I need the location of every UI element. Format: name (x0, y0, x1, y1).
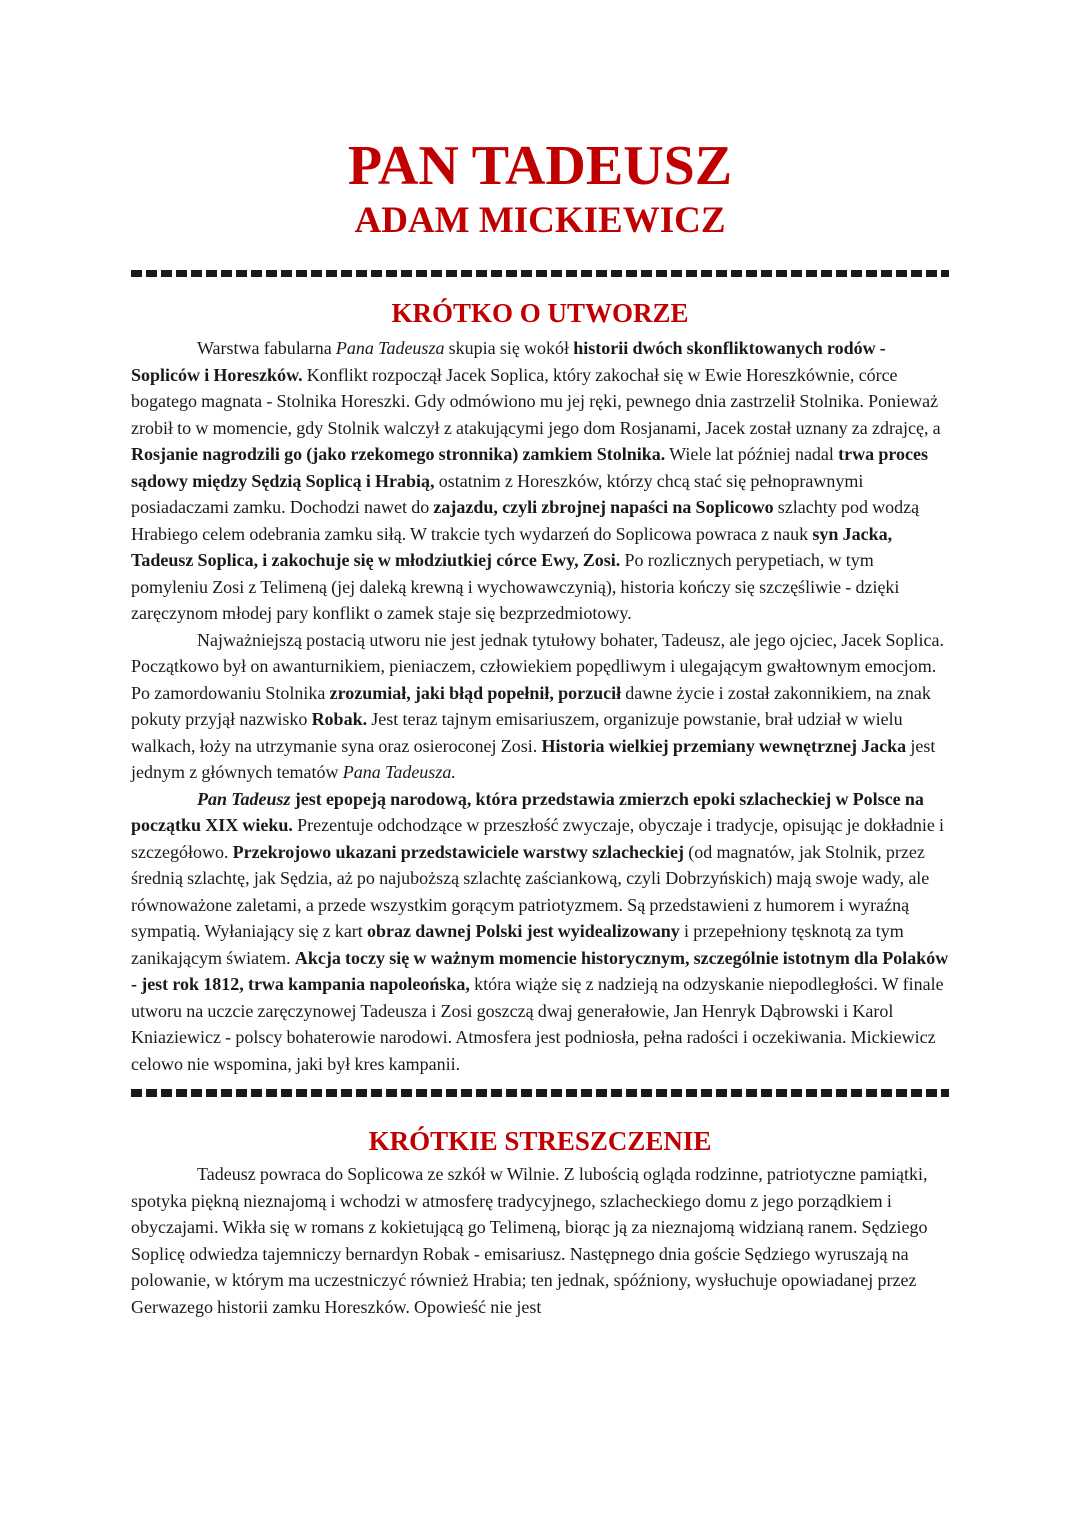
text-run: Prezentuje odchodzące w przeszłość zwyczaje, obyczaje i tradycje, opisując je dokładnie i szczegółowo. (131, 815, 945, 862)
bold-text: Przekrojowo ukazani przedstawiciele warstwy szlacheckiej (232, 841, 685, 862)
text-run: Wiele lat później nadal (665, 444, 839, 464)
text-run: która wiąże się z nadzieją na odzyskanie niepodległości. W finale utworu na uczcie zaręczynowej Tadeusza i Zosi goszczą dwaj generałowie, Jan Henryk Dąbrowski i Karol Kniaziewicz - polscy bohaterowie narodowi. Atmosfera jest podniosła, pełna radości i oczekiwania. Mickiewicz celowo nie wspomina, jaki był kres kampanii. (131, 974, 944, 1074)
section-heading-summary: KRÓTKIE STRESZCZENIE (368, 1126, 712, 1156)
bold-text: jest epopeją narodową, która przedstawia zmierzch epoki szlacheckiej w Polsce na początku XIX wieku. (131, 788, 924, 835)
text-run: szlachty pod wodzą Hrabiego celem odebrania zamku siłą. W trakcie tych wydarzeń do Soplicowa powraca z nauk (131, 497, 920, 544)
text-run: Najważniejszą postacią utworu nie jest jednak tytułowy bohater, Tadeusz, ale jego ojciec, Jacek Soplica. Początkowo był on awanturnikiem, pieniaczem, człowiekiem popędliwym i ulegającym gwałtownym emocjom. Po zamordowaniu Stolnika (131, 629, 945, 703)
document-title: PAN TADEUSZ (347, 135, 733, 197)
document-author: ADAM MICKIEWICZ (354, 200, 726, 241)
bold-text: Akcja toczy się w ważnym momencie historycznym, szczególnie istotnym dla Polaków - jest rok 1812, trwa kampania napoleońska, (131, 947, 949, 994)
text-run: Jest teraz tajnym emisariuszem, organizuje powstanie, brał udział w wielu walkach, łoży na utrzymanie syna oraz osieroconej Zosi. (131, 709, 903, 756)
paragraph (131, 627, 949, 786)
paragraph (131, 1161, 949, 1320)
text-run: Warstwa fabularna (197, 338, 336, 358)
bold-text: Rosjanie nagrodzili go (jako rzekomego stronnika) zamkiem Stolnika. (131, 444, 666, 464)
text-run: Po rozlicznych perypetiach, w tym pomyleniu Zosi z Telimeną (jej daleką krewną i wychowawczynią), historia kończy się szczęśliwie - dzięki zaręczynom młodej pary konflikt o zamek staje się bezprzedmiotowy. (131, 550, 900, 623)
text-run: skupia się wokół (444, 338, 574, 358)
dashed-divider (131, 1089, 949, 1097)
section-body-summary (131, 1161, 949, 1320)
paragraph (131, 786, 949, 1078)
bold-text: zrozumiał, jaki błąd popełnił, porzucił (329, 682, 622, 703)
section-heading-about: KRÓTKO O UTWORZE (391, 298, 689, 328)
text-run: jest jednym z głównych tematów (131, 735, 936, 782)
italic-text: Pana Tadeusza (335, 338, 445, 358)
text-run: (od magnatów, jak Stolnik, przez średnią szlachtę, jak Sędzia, aż po najuboższą szlachtę zaściankową, czyli Dobrzyńskich) mają swoje wady, ale równoważone zaletami, a przede wszystkim gorącym patriotyzmem. Są przedstawieni z humorem i wyraźną sympatią. Wyłaniający się z kart (131, 841, 930, 941)
bold-text: Robak. (311, 709, 368, 729)
bold-text: obraz dawnej Polski jest wyidealizowany (367, 921, 680, 941)
bold-text: syn Jacka, Tadeusz Soplica, i zakochuje się w młodziutkiej córce Ewy, Zosi. (131, 523, 893, 570)
text-run: ostatnim z Horeszków, którzy chcą stać się pełnoprawnymi posiadaczami zamku. Dochodzi nawet do (131, 470, 864, 517)
dashed-divider (131, 270, 949, 277)
text-run: i przepełniony tęsknotą za tym zanikającym światem. (131, 921, 904, 968)
document-page (131, 0, 949, 1320)
bold-text: zajazdu, czyli zbrojnej napaści na Soplicowo (433, 497, 774, 517)
text-run: Konflikt rozpoczął Jacek Soplica, który zakochał się w Ewie Horeszkównie, córce bogatego magnata - Stolnika Horeszki. Gdy odmówiono mu jej ręki, pewnego dnia zastrzelił Stolnika. Ponieważ zrobił to w momencie, gdy Stolnik walczył z atakującymi jego dom Rosjanami, Jacek został uznany za zdrajcę, a (131, 364, 941, 438)
italic-text: Pana Tadeusza. (342, 762, 456, 782)
text-run: dawne życie i został zakonnikiem, na znak pokuty przyjął nazwisko (131, 682, 931, 729)
bold-text: trwa proces sądowy między Sędzią Soplicą i Hrabią, (131, 444, 928, 491)
bold-text: historii dwóch skonfliktowanych rodów - Sopliców i Horeszków. (131, 338, 886, 385)
emphasis-text: Pan Tadeusz (197, 788, 291, 809)
text-run: Tadeusz powraca do Soplicowa ze szkół w Wilnie. Z lubością ogląda rodzinne, patriotyczne pamiątki, spotyka piękną nieznajomą i wchodzi w atmosferę tradycyjnego, szlacheckiego domu z jego porządkiem i obyczajami. Wikła się w romans z kokietującą go Telimeną, biorąc ją za nieznajomą widzianą ranem. Sędziego Soplicę odwiedza tajemniczy bernardyn Robak - emisariusz. Następnego dnia goście Sędziego wyruszają na polowanie, w którym ma uczestniczyć również Hrabia; ten jednak, spóźniony, wysłuchuje opowiadanej przez Gerwazego historii zamku Horeszków. Opowieść nie jest (131, 1164, 928, 1317)
paragraph (131, 335, 949, 627)
bold-italic-text (197, 789, 291, 809)
section-body-about (131, 335, 949, 1077)
bold-text: Historia wielkiej przemiany wewnętrznej Jacka (541, 735, 907, 756)
